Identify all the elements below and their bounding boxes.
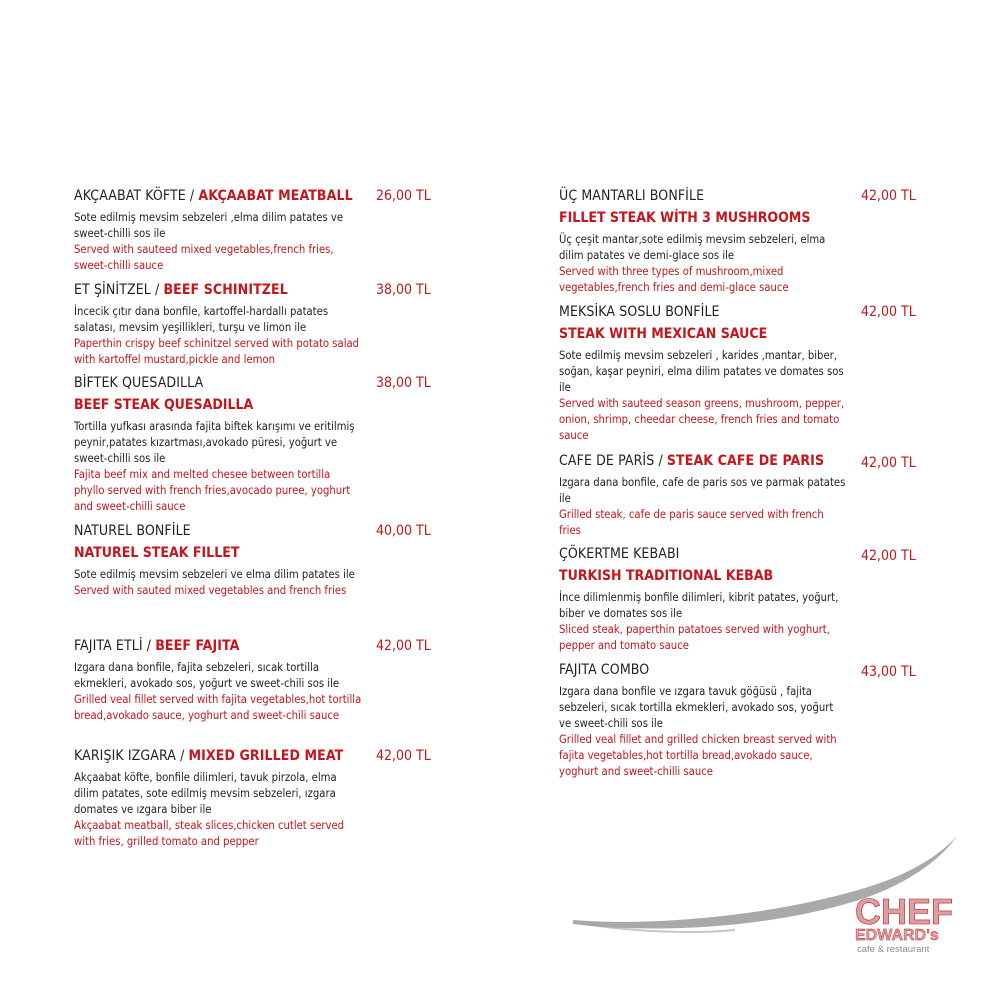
- menu-item-meksika-soslu-bonfile: [559, 303, 929, 444]
- item-description: Tortilla yufkası arasında fajita biftek karışımı ve eritilmiş peynir,patates kızartması,avokado püresi, yoğurt ve sweet-chilli sos ile Fajita beef mix and melted chesee between tortilla phyllo served with french fries,avocado puree, yoghurt and sweet-chilli sauce: [74, 420, 355, 513]
- chef-edwards-logo: [565, 830, 965, 960]
- item-title: NATUREL BONFİLE: [74, 523, 191, 539]
- item-title: AKÇAABAT KÖFTE / AKÇAABAT MEATBALL: [74, 188, 353, 204]
- item-description: İnce dilimlenmiş bonfile dilimleri, kibrit patates, yoğurt, biber ve domates sos ile Sliced steak, paperthin patatoes served with yoghurt, pepper and tomato sauce: [559, 591, 839, 652]
- item-title: ÜÇ MANTARLI BONFİLE: [559, 188, 705, 204]
- item-description: Üç çeşit mantar,sote edilmiş mevsim sebzeleri, elma dilim patates ve demi-glace sos ile Served with three types of mushroom,mixed vegetables,french fries and demi-glace sauce: [559, 233, 826, 294]
- item-description: Sote edilmiş mevsim sebzeleri , karides ,mantar, biber, soğan, kaşar peyniri, elma dilim patates ve domates sos ile Served with sauteed season greens, mushroom, pepper, onion, shrimp, cheedar cheese, french fries and tomato sauce: [559, 349, 845, 442]
- item-price: 38,00 TL: [376, 282, 431, 298]
- menu-item-uc-mantarli-bonfile: [559, 187, 929, 296]
- item-price: 26,00 TL: [376, 188, 431, 204]
- item-title: FAJITA ETLİ / BEEF FAJITA: [74, 638, 240, 654]
- item-description: Izgara dana bonfile ve ızgara tavuk göğüsü , fajita sebzeleri, sıcak tortilla ekmekleri, avokado sos, yoğurt ve sweet-chili sos ile Grilled veal fillet and grilled chicken breast served with fajita vegetables,hot tortilla bread,avokado sauce, yoghurt and sweet-chilli sauce: [559, 685, 837, 778]
- item-title: ÇÖKERTME KEBABI: [559, 546, 680, 562]
- item-subtitle: TURKISH TRADITIONAL KEBAB: [559, 568, 774, 584]
- item-price: 42,00 TL: [861, 548, 916, 564]
- menu-item-cafe-de-paris: [559, 452, 929, 539]
- item-price: 42,00 TL: [376, 748, 431, 764]
- logo-line-1: CHEF: [855, 891, 953, 932]
- menu-item-fajita-etli: [74, 637, 444, 724]
- menu-item-naturel-bonfile: [74, 522, 444, 599]
- item-description: Izgara dana bonfile, cafe de paris sos ve parmak patates ile Grilled steak, cafe de paris sauce served with french fries: [559, 476, 846, 537]
- menu-item-fajita-combo: [559, 661, 929, 780]
- item-price: 40,00 TL: [376, 523, 431, 539]
- item-title: FAJITA COMBO: [559, 662, 650, 678]
- logo-line-2: EDWARD's: [855, 927, 939, 944]
- item-title: BİFTEK QUESADILLA: [74, 375, 204, 391]
- menu-item-biftek-quesadilla: [74, 374, 444, 515]
- item-subtitle: BEEF STEAK QUESADILLA: [74, 397, 254, 413]
- item-price: 42,00 TL: [861, 304, 916, 320]
- item-subtitle: NATUREL STEAK FILLET: [74, 545, 240, 561]
- item-title: ET ŞİNİTZEL / BEEF SCHINITZEL: [74, 282, 288, 298]
- item-price: 42,00 TL: [376, 638, 431, 654]
- item-title: KARIŞIK IZGARA / MIXED GRILLED MEAT: [74, 748, 344, 764]
- menu-item-karisik-izgara: [74, 747, 444, 850]
- menu-item-et-sinitzel: [74, 281, 444, 368]
- item-description: İncecik çıtır dana bonfile, kartoffel-hardallı patates salatası, mevsim yeşillikleri, turşu ve limon ile Paperthin crispy beef schinitzel served with potato salad with kartoffel mustard,pickle and lemon: [74, 305, 360, 366]
- menu-item-cokertme-kebabi: [559, 545, 929, 654]
- item-description: Izgara dana bonfile, fajita sebzeleri, sıcak tortilla ekmekleri, avokado sos, yoğurt ve sweet-chili sos ile Grilled veal fillet served with fajita vegetables,hot tortilla bread,avokado sauce, yoghurt and sweet-chili sauce: [74, 661, 362, 722]
- item-title: CAFE DE PARİS / STEAK CAFE DE PARIS: [559, 453, 825, 469]
- item-description: Sote edilmiş mevsim sebzeleri ve elma dilim patates ile Served with sauted mixed vegetables and french fries: [74, 568, 355, 597]
- item-title: MEKSİKA SOSLU BONFİLE: [559, 304, 720, 320]
- item-description: Sote edilmiş mevsim sebzeleri ,elma dilim patates ve sweet-chilli sos ile Served with sauteed mixed vegetables,french fries, sweet-chilli sauce: [74, 211, 344, 272]
- item-subtitle: FILLET STEAK WİTH 3 MUSHROOMS: [559, 210, 811, 226]
- item-description: Akçaabat köfte, bonfile dilimleri, tavuk pirzola, elma dilim patates, sote edilmiş mevsim sebzeleri, ızgara domates ve ızgara biber ile Akçaabat meatball, steak slices,chicken cutlet served with fries, grilled tomato and pepper: [74, 771, 345, 848]
- item-price: 42,00 TL: [861, 188, 916, 204]
- item-price: 38,00 TL: [376, 375, 431, 391]
- item-subtitle: STEAK WITH MEXICAN SAUCE: [559, 326, 768, 342]
- item-price: 42,00 TL: [861, 455, 916, 471]
- logo-line-3: cafe & restaurant: [857, 944, 930, 955]
- menu-item-akcaabat-kofte: [74, 187, 444, 274]
- item-price: 43,00 TL: [861, 664, 916, 680]
